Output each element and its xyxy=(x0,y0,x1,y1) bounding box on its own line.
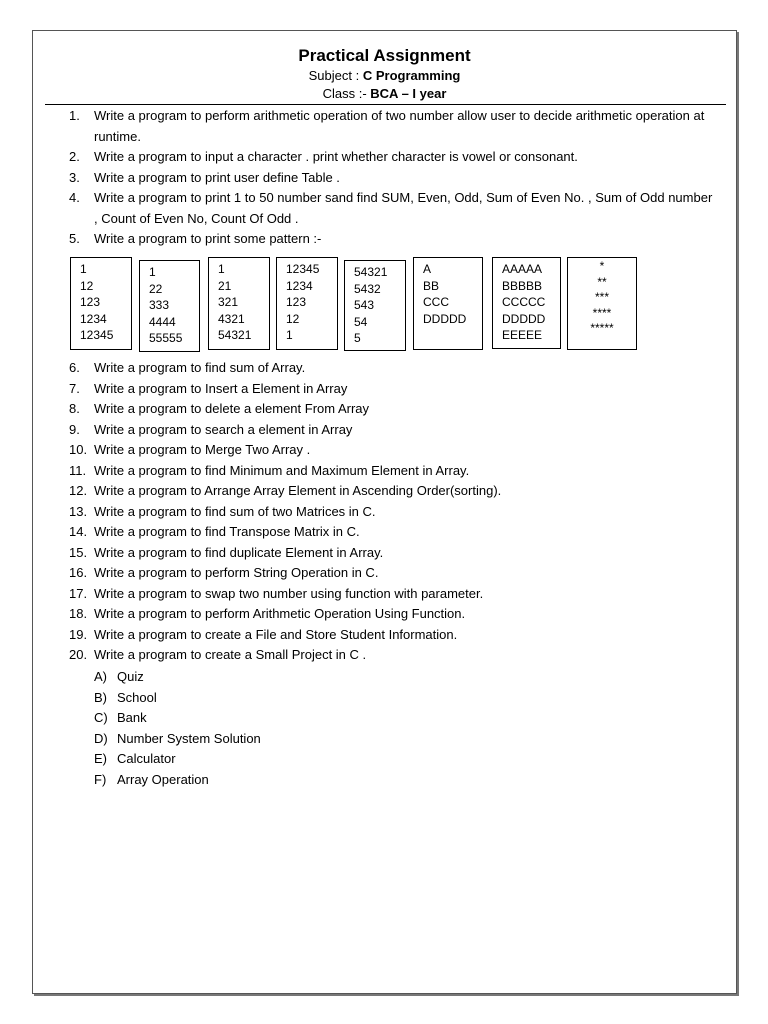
question-number: 17. xyxy=(69,585,88,601)
pattern-line: 4444 xyxy=(149,314,176,329)
question-text: Write a program to print 1 to 50 number sand find SUM, Even, Odd, Sum of Even No. , Sum of Odd number , Count of Even No, Count Of Odd . xyxy=(94,190,713,226)
pattern-line: * xyxy=(599,259,605,273)
question-number: 3. xyxy=(69,169,80,185)
pattern-line: 12 xyxy=(286,311,300,326)
question-item xyxy=(69,106,719,147)
option-letter: E) xyxy=(94,751,107,766)
pattern-box-1 xyxy=(70,257,132,350)
pattern-line: 123 xyxy=(80,295,101,309)
pattern-line: 1 xyxy=(286,328,293,342)
page-title: Practical Assignment xyxy=(298,46,471,65)
question-item xyxy=(69,399,719,420)
question-item xyxy=(69,440,719,461)
question-text: Write a program to swap two number using function with parameter. xyxy=(94,585,484,601)
question-text: Write a program to find sum of Array. xyxy=(94,360,306,375)
pattern-line: 55555 xyxy=(149,331,183,345)
question-item xyxy=(69,502,719,523)
pattern-line: A xyxy=(423,262,432,276)
project-options-list xyxy=(94,667,261,790)
pattern-line: ***** xyxy=(590,321,614,335)
question-number: 16. xyxy=(69,565,88,580)
pattern-box-8 xyxy=(567,257,637,350)
question-item xyxy=(69,188,719,229)
question-list-bottom xyxy=(69,358,719,666)
pattern-line: 54 xyxy=(354,314,368,329)
project-option xyxy=(94,770,261,791)
question-text: Write a program to create a File and Store Student Information. xyxy=(94,626,458,642)
project-option xyxy=(94,667,261,688)
class-value: BCA – I year xyxy=(370,86,447,101)
question-text: Write a program to find Transpose Matrix in C. xyxy=(94,524,360,539)
option-text: Calculator xyxy=(117,751,176,766)
class-line xyxy=(33,85,736,103)
question-text: Write a program to delete a element From Array xyxy=(94,401,370,416)
option-letter: B) xyxy=(94,689,107,705)
pattern-line: 1234 xyxy=(80,311,107,326)
pattern-line: 1 xyxy=(80,262,87,276)
question-item xyxy=(69,645,719,666)
question-text: Write a program to search a element in Array xyxy=(94,421,353,437)
question-text: Write a program to Arrange Array Element in Ascending Order(sorting). xyxy=(94,483,502,498)
pattern-line: ** xyxy=(597,274,607,289)
question-item xyxy=(69,461,719,482)
question-item xyxy=(69,420,719,441)
pattern-box-2 xyxy=(139,260,200,352)
question-text: Write a program to print some pattern :- xyxy=(94,231,322,246)
question-item xyxy=(69,625,719,646)
option-letter: A) xyxy=(94,669,107,684)
pattern-boxes xyxy=(33,257,736,357)
question-number: 14. xyxy=(69,524,88,539)
question-item xyxy=(69,358,719,379)
option-letter: F) xyxy=(94,771,107,787)
option-letter: D) xyxy=(94,730,108,746)
pattern-line: DDDDD xyxy=(423,311,467,326)
subject-label: Subject : xyxy=(308,68,360,83)
question-text: Write a program to find sum of two Matrices in C. xyxy=(94,503,376,519)
question-number: 7. xyxy=(69,380,80,396)
question-number: 5. xyxy=(69,231,80,246)
project-option xyxy=(94,688,261,709)
pattern-line: **** xyxy=(592,305,612,320)
pattern-line: 21 xyxy=(218,278,232,293)
pattern-line: 123 xyxy=(286,295,307,309)
question-text: Write a program to find Minimum and Maximum Element in Array. xyxy=(94,462,470,478)
question-text: Write a program to perform Arithmetic Operation Using Function. xyxy=(94,606,466,621)
header-divider xyxy=(45,104,726,105)
question-item xyxy=(69,604,719,625)
assignment-page xyxy=(32,30,737,994)
pattern-line: 5 xyxy=(354,331,361,345)
pattern-line: CCC xyxy=(423,295,449,309)
pattern-line: 1 xyxy=(149,265,156,279)
option-letter: C) xyxy=(94,710,108,725)
question-item xyxy=(69,147,719,168)
question-number: 20. xyxy=(69,647,88,662)
question-text: Write a program to perform arithmetic operation of two number allow user to decide arithmetic operation at runtime. xyxy=(94,108,705,144)
question-item xyxy=(69,229,719,250)
question-item xyxy=(69,522,719,543)
question-number: 4. xyxy=(69,190,80,205)
subject-value: C Programming xyxy=(362,68,461,83)
question-number: 2. xyxy=(69,149,80,164)
option-text: School xyxy=(117,689,157,705)
pattern-line: DDDDD xyxy=(502,311,546,326)
question-number: 18. xyxy=(69,606,88,621)
pattern-box-7 xyxy=(492,257,561,349)
question-item xyxy=(69,584,719,605)
question-number: 19. xyxy=(69,626,88,642)
pattern-line: 54321 xyxy=(218,328,252,342)
pattern-line: AAAAA xyxy=(502,262,543,276)
question-item xyxy=(69,543,719,564)
pattern-line: 1 xyxy=(218,262,225,276)
question-number: 1. xyxy=(69,108,80,123)
question-text: Write a program to find duplicate Element in Array. xyxy=(94,544,384,560)
pattern-line: BBBBB xyxy=(502,278,543,293)
option-text: Bank xyxy=(117,710,147,725)
header xyxy=(33,45,736,103)
question-number: 12. xyxy=(69,483,88,498)
pattern-line: *** xyxy=(594,290,609,304)
question-text: Write a program to perform String Operation in C. xyxy=(94,565,379,580)
question-number: 9. xyxy=(69,421,80,437)
class-label: Class :- xyxy=(322,86,367,101)
project-option xyxy=(94,749,261,770)
pattern-line: BB xyxy=(423,278,440,293)
question-text: Write a program to input a character . print whether character is vowel or consonant. xyxy=(94,149,578,164)
question-item xyxy=(69,168,719,189)
pattern-box-4 xyxy=(276,257,338,350)
project-option xyxy=(94,729,261,750)
question-number: 6. xyxy=(69,360,80,375)
question-text: Write a program to Merge Two Array . xyxy=(94,442,311,457)
question-list-top xyxy=(69,106,719,250)
question-number: 8. xyxy=(69,401,80,416)
project-option xyxy=(94,708,261,729)
option-text: Number System Solution xyxy=(117,730,261,746)
pattern-line: 543 xyxy=(354,298,375,312)
option-text: Quiz xyxy=(117,669,144,684)
pattern-line: 333 xyxy=(149,298,170,312)
pattern-box-5 xyxy=(344,260,406,351)
question-text: Write a program to print user define Table . xyxy=(94,169,340,185)
subject-line xyxy=(33,67,736,85)
pattern-line: 54321 xyxy=(354,265,388,279)
question-number: 10. xyxy=(69,442,88,457)
pattern-line: 321 xyxy=(218,295,239,309)
question-number: 11. xyxy=(69,462,87,478)
pattern-line: 5432 xyxy=(354,281,381,296)
pattern-line: EEEEE xyxy=(502,328,543,342)
pattern-box-6 xyxy=(413,257,483,350)
question-item xyxy=(69,379,719,400)
question-number: 15. xyxy=(69,544,88,560)
pattern-box-3 xyxy=(208,257,270,350)
question-text: Write a program to Insert a Element in Array xyxy=(94,380,348,396)
question-text: Write a program to create a Small Project in C . xyxy=(94,647,367,662)
pattern-line: 22 xyxy=(149,281,163,296)
question-item xyxy=(69,563,719,584)
pattern-line: 12345 xyxy=(286,262,320,276)
pattern-line: 12 xyxy=(80,278,94,293)
question-item xyxy=(69,481,719,502)
pattern-line: 1234 xyxy=(286,278,313,293)
pattern-line: CCCCC xyxy=(502,295,546,309)
pattern-line: 12345 xyxy=(80,328,114,342)
option-text: Array Operation xyxy=(117,771,209,787)
pattern-line: 4321 xyxy=(218,311,245,326)
question-number: 13. xyxy=(69,503,88,519)
